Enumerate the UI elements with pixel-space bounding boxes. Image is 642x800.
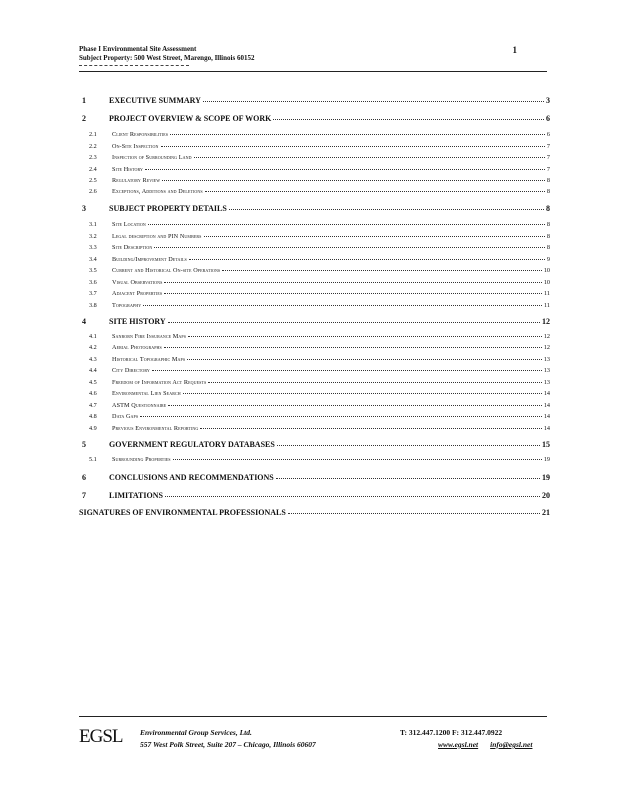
toc-dot-leader [229, 208, 544, 210]
toc-dot-leader [173, 458, 542, 460]
toc-entry[interactable] [79, 114, 550, 123]
toc-dot-leader [208, 381, 541, 383]
toc-dot-leader [164, 292, 542, 294]
toc-dot-leader [277, 444, 540, 446]
toc-entry-page: 6 [546, 114, 550, 123]
toc-dot-leader [140, 415, 542, 417]
toc-entry-title: GOVERNMENT REGULATORY DATABASES [109, 440, 275, 449]
toc-entry-number: 3 [82, 204, 86, 213]
toc-entry[interactable] [79, 491, 550, 500]
toc-entry-number: 5.1 [89, 456, 97, 463]
toc-entry-number: 1 [82, 96, 86, 105]
header-dash [79, 65, 189, 66]
toc-entry[interactable] [89, 267, 550, 274]
toc-entry-title: Building/Improvement Details [112, 256, 187, 263]
toc-entry-title: EXECUTIVE SUMMARY [109, 96, 201, 105]
toc-entry-number: 4.6 [89, 390, 97, 397]
toc-dot-leader [161, 145, 545, 147]
toc-entry-page: 15 [542, 440, 550, 449]
toc-entry-title: Environmental Lien Search [112, 390, 181, 397]
toc-entry-title: LIMITATIONS [109, 491, 163, 500]
toc-entry-page: 13 [543, 379, 550, 386]
toc-entry[interactable] [89, 166, 550, 173]
toc-entry-page: 20 [542, 491, 550, 500]
toc-entry-page: 10 [543, 267, 550, 274]
toc-entry-number: 3.6 [89, 279, 97, 286]
toc-dot-leader [194, 156, 545, 158]
toc-entry-title: Client Responsibilities [112, 131, 169, 138]
toc-dot-leader [276, 477, 540, 479]
toc-entry[interactable] [89, 333, 550, 340]
toc-entry-page: 8 [546, 177, 550, 184]
toc-entry-title: SIGNATURES OF ENVIRONMENTAL PROFESSIONALS [79, 508, 286, 517]
toc-entry-number: 7 [82, 491, 86, 500]
toc-entry-title: SUBJECT PROPERTY DETAILS [109, 204, 227, 213]
toc-entry[interactable] [89, 302, 550, 309]
toc-entry-title: Exceptions, Additions and Deletions [112, 188, 203, 195]
toc-entry[interactable] [89, 379, 550, 386]
toc-entry-title: Regulatory Review [112, 177, 161, 184]
toc-entry[interactable] [79, 317, 550, 326]
company-address: 557 West Polk Street, Suite 207 – Chicago, Illinois 60607 [140, 740, 316, 749]
toc-entry-number: 2.1 [89, 131, 97, 138]
toc-entry-number: 2.6 [89, 188, 97, 195]
toc-entry-page: 8 [546, 233, 550, 240]
toc-entry[interactable] [89, 425, 550, 432]
toc-dot-leader [204, 235, 545, 237]
toc-entry-number: 4.4 [89, 367, 97, 374]
toc-entry-page: 12 [543, 333, 550, 340]
toc-entry-number: 3.8 [89, 302, 97, 309]
toc-dot-leader [288, 512, 540, 514]
toc-entry-title: Sanborn Fire Insurance Maps [112, 333, 187, 340]
toc-entry-title: Surrounding Properties [112, 456, 171, 463]
header-subject: Subject Property: 500 West Street, Marengo, Illinois 60152 [79, 54, 255, 62]
toc-entry-number: 2.3 [89, 154, 97, 161]
toc-entry-page: 8 [546, 188, 550, 195]
toc-entry[interactable] [79, 440, 550, 449]
toc-dot-leader [183, 392, 542, 394]
toc-entry-title: Site Description [112, 244, 153, 251]
toc-entry-number: 4.5 [89, 379, 97, 386]
toc-entry-title: PROJECT OVERVIEW & SCOPE OF WORK [109, 114, 272, 123]
toc-entry-page: 7 [546, 143, 550, 150]
toc-entry-title: Inspection of Surrounding Land [112, 154, 192, 161]
toc-entry-number: 2 [82, 114, 86, 123]
toc-dot-leader [170, 133, 545, 135]
toc-entry-page: 10 [543, 279, 550, 286]
email-link[interactable]: info@egsl.net [490, 740, 533, 749]
toc-entry-number: 3.3 [89, 244, 97, 251]
toc-entry-number: 3.5 [89, 267, 97, 274]
toc-dot-leader [168, 321, 540, 323]
toc-dot-leader [189, 258, 545, 260]
toc-entry-title: Topography [112, 302, 142, 309]
logo-text: EGSL [79, 726, 123, 747]
toc-entry-number: 4.8 [89, 413, 97, 420]
toc-entry-page: 14 [543, 402, 550, 409]
toc-entry-number: 6 [82, 473, 86, 482]
toc-entry[interactable] [89, 344, 550, 351]
page-number: 1 [512, 45, 517, 55]
toc-entry-number: 3.1 [89, 221, 97, 228]
toc-entry[interactable] [79, 473, 550, 482]
toc-entry[interactable] [89, 154, 550, 161]
toc-entry-title: Current and Historical On-site Operations [112, 267, 221, 274]
toc-dot-leader [203, 100, 544, 102]
toc-dot-leader [148, 223, 545, 225]
toc-entry-title: Historical Topographic Maps [112, 356, 186, 363]
toc-entry-page: 7 [546, 154, 550, 161]
toc-dot-leader [273, 118, 544, 120]
toc-dot-leader [205, 190, 545, 192]
toc-entry-page: 9 [546, 256, 550, 263]
toc-entry-page: 13 [543, 356, 550, 363]
toc-entry-page: 12 [542, 317, 550, 326]
toc-entry[interactable] [79, 508, 550, 517]
toc-entry-title: Data Gaps [112, 413, 139, 420]
toc-dot-leader [162, 179, 545, 181]
toc-entry-number: 4.2 [89, 344, 97, 351]
toc-entry[interactable] [79, 96, 550, 105]
toc-entry[interactable] [89, 256, 550, 263]
toc-dot-leader [168, 404, 541, 406]
toc-entry[interactable] [89, 390, 550, 397]
toc-entry-number: 4.1 [89, 333, 97, 340]
toc-entry[interactable] [89, 221, 550, 228]
toc-entry[interactable] [89, 290, 550, 297]
toc-dot-leader [187, 358, 542, 360]
toc-entry-number: 3.4 [89, 256, 97, 263]
toc-dot-leader [152, 369, 542, 371]
toc-dot-leader [154, 246, 545, 248]
toc-entry-title: Legal description and PIN Numbers [112, 233, 202, 240]
toc-entry-number: 4 [82, 317, 86, 326]
egsl-logo [79, 722, 129, 752]
toc-entry[interactable] [89, 413, 550, 420]
toc-dot-leader [143, 304, 542, 306]
toc-entry-title: Aerial Photographs [112, 344, 162, 351]
toc-entry-title: City Directory [112, 367, 150, 374]
toc-entry-number: 4.7 [89, 402, 97, 409]
toc-entry-title: Freedom of Information Act Requests [112, 379, 207, 386]
toc-entry[interactable] [89, 131, 550, 138]
toc-entry[interactable] [89, 456, 550, 463]
toc-entry[interactable] [79, 204, 550, 213]
toc-dot-leader [222, 269, 542, 271]
toc-entry-page: 8 [546, 221, 550, 228]
toc-entry-number: 2.5 [89, 177, 97, 184]
toc-entry-page: 19 [543, 456, 550, 463]
toc-entry-page: 21 [542, 508, 550, 517]
toc-entry-page: 11 [544, 290, 550, 297]
toc-entry[interactable] [89, 402, 550, 409]
toc-entry-number: 4.3 [89, 356, 97, 363]
header-rule [79, 71, 547, 72]
toc-entry[interactable] [89, 143, 550, 150]
toc-entry[interactable] [89, 177, 550, 184]
toc-entry-page: 14 [543, 390, 550, 397]
toc-entry[interactable] [89, 244, 550, 251]
toc-entry-title: CONCLUSIONS AND RECOMMENDATIONS [109, 473, 274, 482]
toc-dot-leader [188, 335, 542, 337]
toc-entry-page: 14 [543, 413, 550, 420]
page-header [79, 45, 547, 63]
toc-entry[interactable] [89, 367, 550, 374]
toc-entry-page: 7 [546, 166, 550, 173]
toc-entry[interactable] [89, 279, 550, 286]
toc-entry-page: 8 [546, 204, 550, 213]
footer-rule [79, 716, 547, 717]
footer-company [140, 727, 316, 751]
toc-entry-number: 5 [82, 440, 86, 449]
toc-dot-leader [145, 168, 545, 170]
toc-entry[interactable] [89, 233, 550, 240]
toc-entry-title: Site History [112, 166, 144, 173]
toc-entry-page: 12 [543, 344, 550, 351]
toc-entry-title: ASTM Questionnaire [112, 402, 167, 409]
toc-entry-title: SITE HISTORY [109, 317, 166, 326]
toc-dot-leader [165, 495, 540, 497]
website-link[interactable]: www.egsl.net [438, 740, 479, 749]
toc-entry-page: 6 [546, 131, 550, 138]
toc-entry-number: 3.7 [89, 290, 97, 297]
toc-dot-leader [164, 346, 542, 348]
toc-dot-leader [164, 281, 541, 283]
toc-entry-title: Previous Environmental Reporting [112, 425, 199, 432]
toc-entry-page: 11 [544, 302, 550, 309]
toc-entry-page: 19 [542, 473, 550, 482]
company-name: Environmental Group Services, Ltd. [140, 728, 252, 737]
header-title: Phase I Environmental Site Assessment [79, 45, 197, 53]
toc-entry-number: 2.4 [89, 166, 97, 173]
toc-entry-page: 8 [546, 244, 550, 251]
toc-entry-title: Adjacent Properties [112, 290, 163, 297]
toc-entry-page: 13 [543, 367, 550, 374]
toc-entry-page: 3 [546, 96, 550, 105]
toc-entry[interactable] [89, 356, 550, 363]
toc-entry[interactable] [89, 188, 550, 195]
phone-fax: T: 312.447.1200 F: 312.447.0922 [400, 728, 503, 737]
toc-entry-number: 2.2 [89, 143, 97, 150]
toc-dot-leader [200, 427, 541, 429]
toc-entry-page: 14 [543, 425, 550, 432]
footer-contact [400, 727, 550, 751]
toc-entry-title: On-Site Inspection [112, 143, 159, 150]
toc-entry-number: 4.9 [89, 425, 97, 432]
toc-entry-number: 3.2 [89, 233, 97, 240]
toc-entry-title: Site Location [112, 221, 146, 228]
toc-entry-title: Visual Observations [112, 279, 163, 286]
